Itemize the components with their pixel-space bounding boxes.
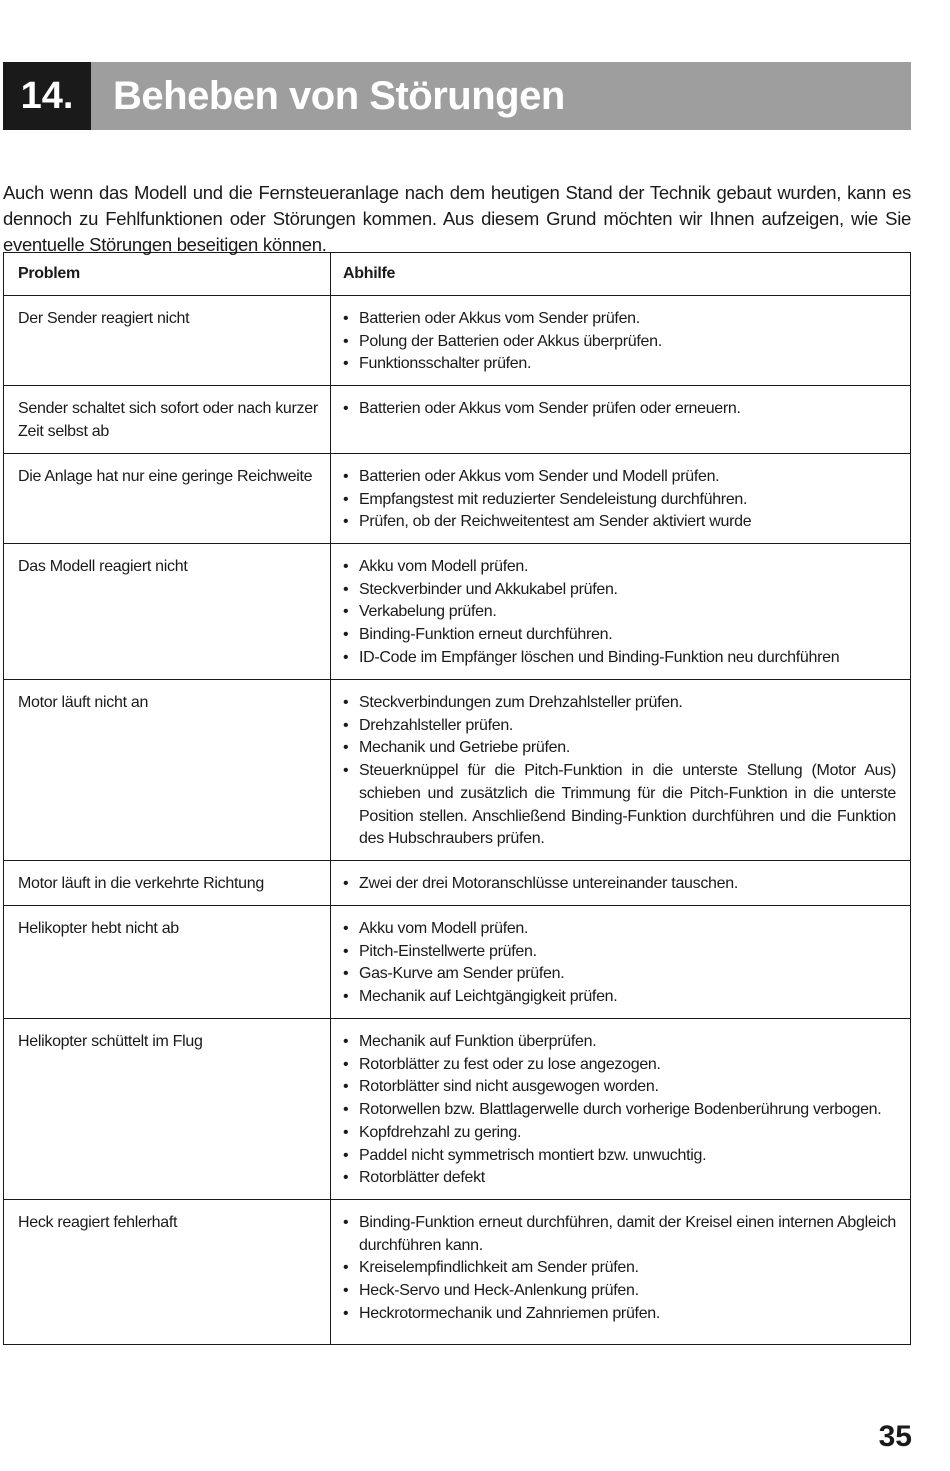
remedy-item: • Mechanik und Getriebe prüfen. xyxy=(343,737,896,760)
remedy-item: • Heckrotormechanik und Zahnriemen prüfen. xyxy=(343,1303,896,1326)
table-row xyxy=(4,906,911,1019)
remedy-cell xyxy=(331,544,911,680)
problem-cell: Sender schaltet sich sofort oder nach kurzer Zeit selbst ab xyxy=(4,386,331,454)
table-row xyxy=(4,544,911,680)
remedy-item: • Verkabelung prüfen. xyxy=(343,601,896,624)
table-row xyxy=(4,296,911,386)
remedy-list xyxy=(343,466,896,534)
problem-cell: Der Sender reagiert nicht xyxy=(4,296,331,386)
remedy-item: • Gas-Kurve am Sender prüfen. xyxy=(343,963,896,986)
table-row xyxy=(4,1019,911,1200)
remedy-item: • Funktionsschalter prüfen. xyxy=(343,353,896,376)
remedy-list xyxy=(343,556,896,670)
remedy-cell xyxy=(331,1200,911,1345)
header-remedy: Abhilfe xyxy=(331,253,911,296)
remedy-cell xyxy=(331,906,911,1019)
remedy-list xyxy=(343,398,896,421)
problem-cell: Die Anlage hat nur eine geringe Reichweite xyxy=(4,454,331,544)
remedy-item: • Rotorblätter zu fest oder zu lose angezogen. xyxy=(343,1054,896,1077)
remedy-item: • Heck-Servo und Heck-Anlenkung prüfen. xyxy=(343,1280,896,1303)
problem-cell: Das Modell reagiert nicht xyxy=(4,544,331,680)
section-header xyxy=(3,62,911,130)
problem-cell: Helikopter schüttelt im Flug xyxy=(4,1019,331,1200)
remedy-item: • Rotorblätter defekt xyxy=(343,1167,896,1190)
intro-paragraph: Auch wenn das Modell und die Fernsteueranlage nach dem heutigen Stand der Technik gebaut wurden, kann es dennoch zu Fehlfunktionen oder Störungen kommen. Aus diesem Grund möchten wir Ihnen aufzeigen, wie Sie eventuelle Störungen beseitigen können. xyxy=(3,181,911,255)
remedy-cell xyxy=(331,1019,911,1200)
remedy-item: • Drehzahlsteller prüfen. xyxy=(343,715,896,738)
problem-cell: Motor läuft nicht an xyxy=(4,680,331,861)
remedy-item: • Batterien oder Akkus vom Sender und Modell prüfen. xyxy=(343,466,896,489)
remedy-cell xyxy=(331,296,911,386)
remedy-item: • Mechanik auf Funktion überprüfen. xyxy=(343,1031,896,1054)
section-number: 14. xyxy=(3,62,91,130)
remedy-item: • Polung der Batterien oder Akkus überprüfen. xyxy=(343,331,896,354)
remedy-cell xyxy=(331,861,911,906)
remedy-item: • Batterien oder Akkus vom Sender prüfen oder erneuern. xyxy=(343,398,896,421)
remedy-item: • Mechanik auf Leichtgängigkeit prüfen. xyxy=(343,986,896,1009)
header-problem: Problem xyxy=(4,253,331,296)
table-row xyxy=(4,386,911,454)
remedy-item: • Batterien oder Akkus vom Sender prüfen. xyxy=(343,308,896,331)
troubleshooting-table xyxy=(3,252,911,1345)
table-row xyxy=(4,454,911,544)
table-row xyxy=(4,680,911,861)
remedy-item: • Steckverbinder und Akkukabel prüfen. xyxy=(343,579,896,602)
table-row xyxy=(4,861,911,906)
remedy-item: • Binding-Funktion erneut durchführen, damit der Kreisel einen internen Abgleich durchführen kann. xyxy=(343,1212,896,1257)
remedy-list xyxy=(343,873,896,896)
remedy-item: • Rotorblätter sind nicht ausgewogen worden. xyxy=(343,1076,896,1099)
remedy-cell xyxy=(331,454,911,544)
remedy-item: • Kopfdrehzahl zu gering. xyxy=(343,1122,896,1145)
problem-cell: Helikopter hebt nicht ab xyxy=(4,906,331,1019)
remedy-list xyxy=(343,308,896,376)
remedy-item: • Empfangstest mit reduzierter Sendeleistung durchführen. xyxy=(343,489,896,512)
remedy-item: • Pitch-Einstellwerte prüfen. xyxy=(343,941,896,964)
remedy-list xyxy=(343,692,896,851)
remedy-item: • Binding-Funktion erneut durchführen. xyxy=(343,624,896,647)
remedy-cell xyxy=(331,386,911,454)
remedy-item: • Kreiselempfindlichkeit am Sender prüfen. xyxy=(343,1257,896,1280)
problem-cell: Motor läuft in die verkehrte Richtung xyxy=(4,861,331,906)
section-title: Beheben von Störungen xyxy=(91,62,911,130)
remedy-item: • Steckverbindungen zum Drehzahlsteller prüfen. xyxy=(343,692,896,715)
remedy-item: • Rotorwellen bzw. Blattlagerwelle durch vorherige Bodenberührung verbogen. xyxy=(343,1099,896,1122)
remedy-list xyxy=(343,1212,896,1326)
remedy-item: • Paddel nicht symmetrisch montiert bzw. unwuchtig. xyxy=(343,1145,896,1168)
remedy-item: • ID-Code im Empfänger löschen und Binding-Funktion neu durchführen xyxy=(343,647,896,670)
page-number: 35 xyxy=(878,1420,912,1453)
problem-cell: Heck reagiert fehlerhaft xyxy=(4,1200,331,1345)
remedy-list xyxy=(343,918,896,1009)
remedy-item: • Steuerknüppel für die Pitch-Funktion in die unterste Stellung (Motor Aus) schieben und zusätzlich die Trimmung für die Pitch-Funktion in die unterste Position stellen. Anschließend Binding-Funktion durchführen und die Funktion des Hubschraubers prüfen. xyxy=(343,760,896,851)
remedy-cell xyxy=(331,680,911,861)
remedy-list xyxy=(343,1031,896,1190)
remedy-item: • Akku vom Modell prüfen. xyxy=(343,918,896,941)
table-header-row xyxy=(4,253,911,296)
table-row xyxy=(4,1200,911,1345)
remedy-item: • Zwei der drei Motoranschlüsse untereinander tauschen. xyxy=(343,873,896,896)
remedy-item: • Prüfen, ob der Reichweitentest am Sender aktiviert wurde xyxy=(343,511,896,534)
remedy-item: • Akku vom Modell prüfen. xyxy=(343,556,896,579)
